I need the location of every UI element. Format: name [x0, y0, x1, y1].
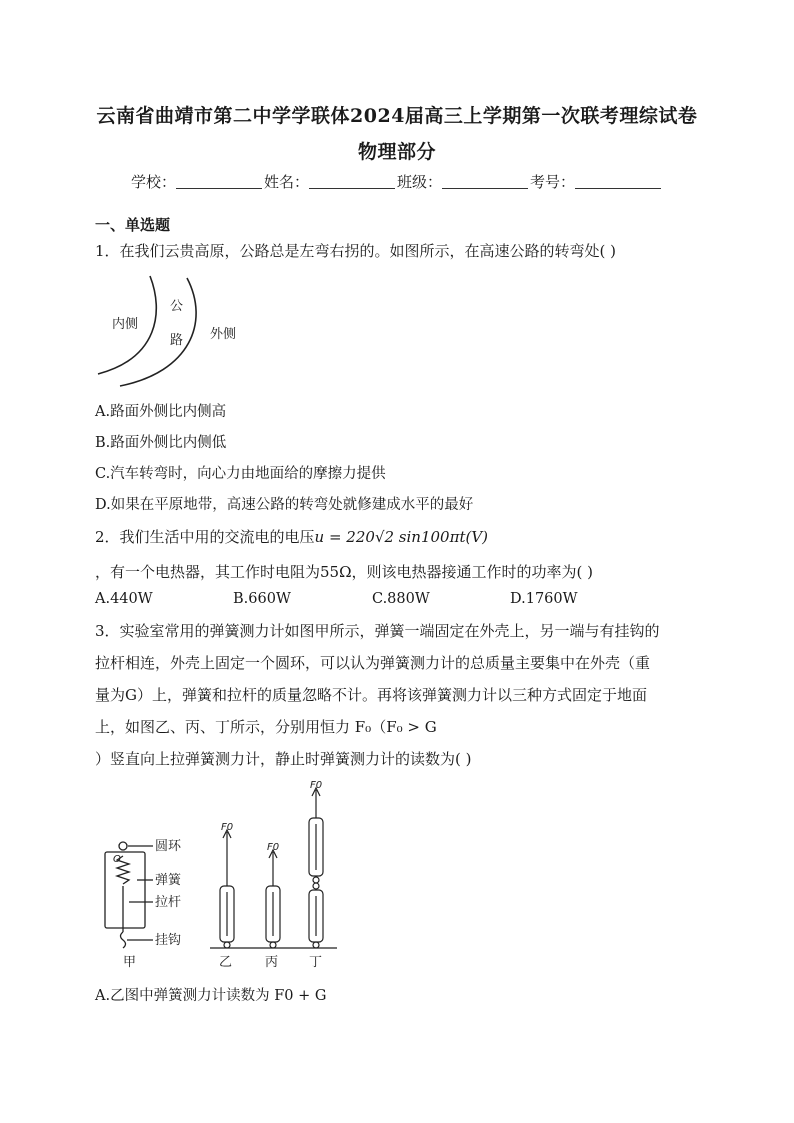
q1-option-d[interactable]: D.如果在平原地带，高速公路的转弯处就修建成水平的最好	[95, 497, 474, 513]
q1-option-a[interactable]: A.路面外侧比内侧高	[95, 404, 227, 420]
road-outer-edge	[120, 278, 196, 386]
label-road-1: 公	[170, 299, 184, 314]
class-field: 班级：	[397, 171, 530, 192]
figure-yi	[220, 830, 234, 948]
exam-title: 云南省曲靖市第二中学学联体2024届高三上学期第一次联考理综试卷	[96, 105, 698, 127]
q1-option-c[interactable]: C.汽车转弯时，向心力由地面给的摩擦力提供	[95, 466, 386, 482]
figure-bing	[266, 850, 280, 948]
label-f0-ding: F0	[310, 780, 323, 791]
q2-stem-line1: 2．我们生活中用的交流电的电压u = 220√2 sin100πt(V)	[95, 528, 489, 546]
q2-option-a[interactable]: A.440W	[95, 591, 153, 607]
school-field: 学校：	[131, 171, 264, 192]
label-road-2: 路	[170, 333, 184, 348]
q1-stem: 1．在我们云贵高原，公路总是左弯右拐的。如图所示，在高速公路的转弯处( )	[95, 242, 617, 260]
label-jia: 甲	[123, 955, 137, 970]
q3-stem-line3: 量为G）上，弹簧和拉杆的质量忽略不计。再将该弹簧测力计以三种方式固定于地面	[95, 686, 647, 704]
figure-ding	[309, 788, 323, 948]
label-f0-yi: F0	[221, 822, 234, 833]
label-bing: 丙	[265, 955, 279, 970]
label-hook: 挂钩	[155, 933, 182, 948]
q2-option-c[interactable]: C.880W	[372, 591, 430, 607]
student-info-row	[0, 171, 794, 192]
q3-stem-line5: ）竖直向上拉弹簧测力计，静止时弹簧测力计的读数为( )	[95, 750, 472, 768]
name-blank[interactable]	[309, 174, 395, 189]
q3-spring-scale-figure	[95, 772, 355, 972]
exam-number-blank[interactable]	[575, 174, 661, 189]
section-heading: 一、单选题	[95, 216, 171, 234]
q3-option-a[interactable]: A.乙图中弹簧测力计读数为 F0 + G	[95, 988, 327, 1004]
q1-road-figure	[92, 272, 262, 390]
label-ding: 丁	[309, 955, 323, 970]
label-o: O	[113, 854, 121, 865]
exam-subtitle: 物理部分	[357, 141, 436, 163]
label-rod: 拉杆	[155, 895, 182, 910]
name-field: 姓名：	[264, 171, 397, 192]
q3-stem-line4: 上，如图乙、丙、丁所示，分别用恒力 F₀（F₀ > G	[95, 718, 437, 736]
q3-stem-line1: 3．实验室常用的弹簧测力计如图甲所示，弹簧一端固定在外壳上，另一端与有挂钩的	[95, 622, 660, 640]
q2-formula: u = 220√2 sin100πt(V)	[314, 528, 489, 546]
q3-stem-line2: 拉杆相连，外壳上固定一个圆环，可以认为弹簧测力计的总质量主要集中在外壳（重	[95, 654, 651, 672]
q2-option-d[interactable]: D.1760W	[510, 591, 578, 607]
label-ring: 圆环	[155, 839, 182, 854]
q2-stem-line2: ，有一个电热器，其工作时电阻为55Ω，则该电热器接通工作时的功率为( )	[95, 563, 593, 581]
label-outer: 外侧	[210, 327, 237, 342]
class-blank[interactable]	[442, 174, 528, 189]
label-spring: 弹簧	[155, 873, 182, 888]
q2-option-b[interactable]: B.660W	[233, 591, 291, 607]
school-blank[interactable]	[176, 174, 262, 189]
label-f0-bing: F0	[267, 842, 280, 853]
exam-number-field: 考号：	[530, 171, 663, 192]
q1-option-b[interactable]: B.路面外侧比内侧低	[95, 435, 227, 451]
label-inner: 内侧	[112, 317, 139, 332]
label-yi: 乙	[219, 955, 233, 970]
